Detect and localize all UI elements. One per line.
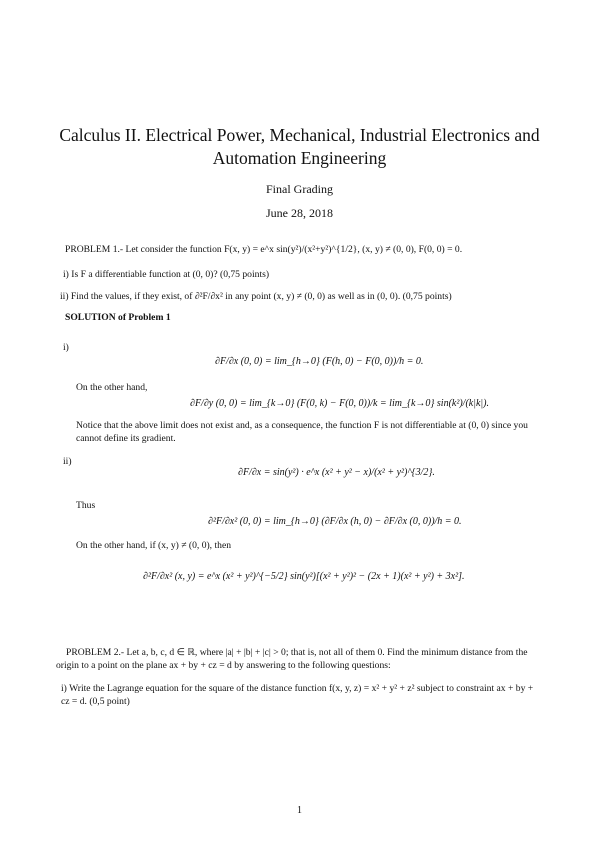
equation-dfdy-origin: ∂F/∂y (0, 0) = lim_{k→0} (F(0, k) − F(0, 0))/k = lim_{k→0} sin(k²)/(k|k|). [190,398,489,409]
solution-heading: SOLUTION of Problem 1 [65,312,171,323]
problem1-item-ii: ii) Find the values, if they exist, of ∂²F/∂x² in any point (x, y) ≠ (0, 0) as well as in (0, 0). (0,75 points) [60,291,452,302]
page-title: Calculus II. Electrical Power, Mechanical, Industrial Electronics and Automation Engineering [59,125,540,168]
page-number: 1 [297,805,302,816]
problem2-statement: PROBLEM 2.- Let a, b, c, d ∈ ℝ, where |a| + |b| + |c| > 0; that is, not all of them 0. Find the minimum distance from the origin to a point on the plane ax + by + cz = d by answering to the following questions: [56,647,528,671]
subtitle: Final Grading [266,182,333,196]
thus-text: Thus [76,500,96,511]
solution-label-i: i) [63,342,69,353]
problem1-statement: PROBLEM 1.- Let consider the function F(x, y) = e^x sin(y²)/(x²+y²)^{1/2}, (x, y) ≠ (0, 0), F(0, 0) = 0. [65,244,463,255]
equation-dfdx-origin: ∂F/∂x (0, 0) = lim_{h→0} (F(h, 0) − F(0, 0))/h = 0. [215,356,424,367]
problem2-item-i: i) Write the Lagrange equation for the square of the distance function f(x, y, z) = x² + y² + z² subject to constraint ax + by + cz = d. (0,5 point) [61,683,534,707]
equation-dfdx: ∂F/∂x = sin(y²) · e^x (x² + y² − x)/(x² + y²)^{3/2}. [238,467,435,478]
equation-d2fdx2: ∂²F/∂x² (x, y) = e^x (x² + y²)^{−5/2} sin(y²)[(x² + y²)² − (2x + 1)(x² + y²) + 3x²]. [143,571,465,582]
other-hand-text-2: On the other hand, if (x, y) ≠ (0, 0), then [76,540,231,551]
equation-d2fdx2-origin: ∂²F/∂x² (0, 0) = lim_{h→0} (∂F/∂x (h, 0) − ∂F/∂x (0, 0))/h = 0. [208,516,462,527]
notice-text: Notice that the above limit does not exist and, as a consequence, the function F is not differentiable at (0, 0) since you cannot define its gradient. [76,420,528,444]
date: June 28, 2018 [266,206,333,220]
solution-label-ii: ii) [63,456,72,467]
other-hand-text: On the other hand, [76,382,148,393]
problem1-item-i: i) Is F a differentiable function at (0, 0)? (0,75 points) [63,269,270,280]
